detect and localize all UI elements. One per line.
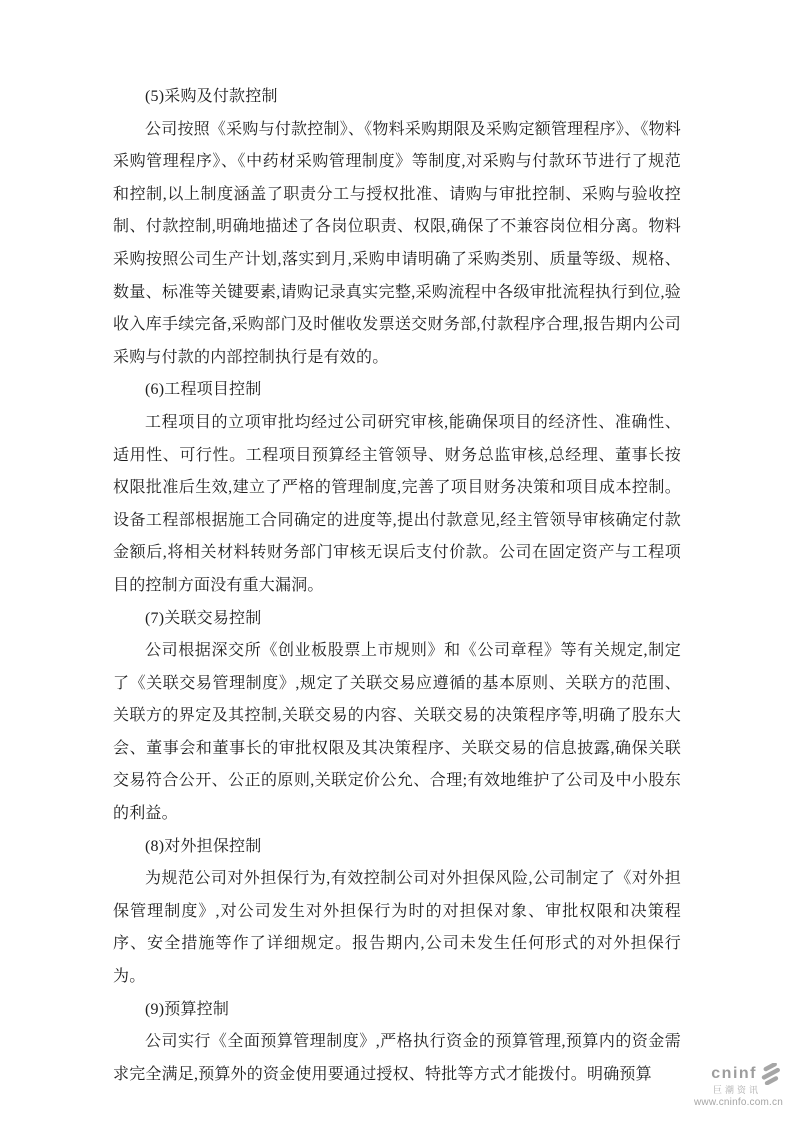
paragraph: 公司实行《全面预算管理制度》,严格执行资金的预算管理,预算内的资金需求完全满足,预算外的资金使用要通过授权、特批等方式才能拨付。明确预算 bbox=[113, 1033, 681, 1083]
cninfo-logo-row bbox=[673, 1063, 783, 1085]
cninfo-logo-text: cninf bbox=[711, 1065, 757, 1082]
paragraph: 公司根据深交所《创业板股票上市规则》和《公司章程》等有关规定,制定了《关联交易管理制度》,规定了关联交易应遵循的基本原则、关联方的范围、关联方的界定及其控制,关联交易的内容、关联交易的决策程序等,明确了股东大会、董事会和董事长的审批权限及其决策程序、关联交易的信息披露,确保关联交易符合公开、公正的原则,关联定价公允、合理;有效地维护了公司及中小股东的利益。 bbox=[113, 642, 681, 823]
cninfo-swirl-icon bbox=[759, 1063, 783, 1085]
section-heading: (7)关联交易控制 bbox=[145, 609, 262, 627]
cninfo-watermark bbox=[673, 1063, 783, 1108]
section-heading: (9)预算控制 bbox=[145, 1000, 230, 1018]
cninfo-url: www.cninfo.com.cn bbox=[694, 1097, 783, 1108]
section-heading: (6)工程项目控制 bbox=[145, 381, 262, 399]
section-heading: (8)对外担保控制 bbox=[145, 837, 262, 855]
cninfo-chinese-name: 巨潮资讯 bbox=[712, 1085, 761, 1095]
paragraph: 公司按照《采购与付款控制》、《物料采购期限及采购定额管理程序》、《物料采购管理程序》、《中药材采购管理制度》等制度,对采购与付款环节进行了规范和控制,以上制度涵盖了职责分工与授权批准、请购与审批控制、采购与验收控制、付款控制,明确地描述了各岗位职责、权限,确保了不兼容岗位相分离。物料采购按照公司生产计划,落实到月,采购申请明确了采购类别、质量等级、规格、数量、标准等关键要素,请购记录真实完整,采购流程中各级审批流程执行到位,验收入库手续完备,采购部门及时催收发票送交财务部,付款程序合理,报告期内公司采购与付款的内部控制执行是有效的。 bbox=[113, 120, 681, 366]
document-content bbox=[113, 81, 681, 1091]
paragraph: 为规范公司对外担保行为,有效控制公司对外担保风险,公司制定了《对外担保管理制度》,对公司发生对外担保行为时的对担保对象、审批权限和决策程序、安全措施等作了详细规定。报告期内,公司未发生任何形式的对外担保行为。 bbox=[113, 870, 681, 986]
paragraph: 工程项目的立项审批均经过公司研究审核,能确保项目的经济性、准确性、适用性、可行性。工程项目预算经主管领导、财务总监审核,总经理、董事长按权限批准后生效,建立了严格的管理制度,完善了项目财务决策和项目成本控制。设备工程部根据施工合同确定的进度等,提出付款意见,经主管领导审核确定付款金额后,将相关材料转财务部门审核无误后支付价款。公司在固定资产与工程项目的控制方面没有重大漏洞。 bbox=[113, 413, 681, 594]
section-heading: (5)采购及付款控制 bbox=[145, 88, 278, 105]
